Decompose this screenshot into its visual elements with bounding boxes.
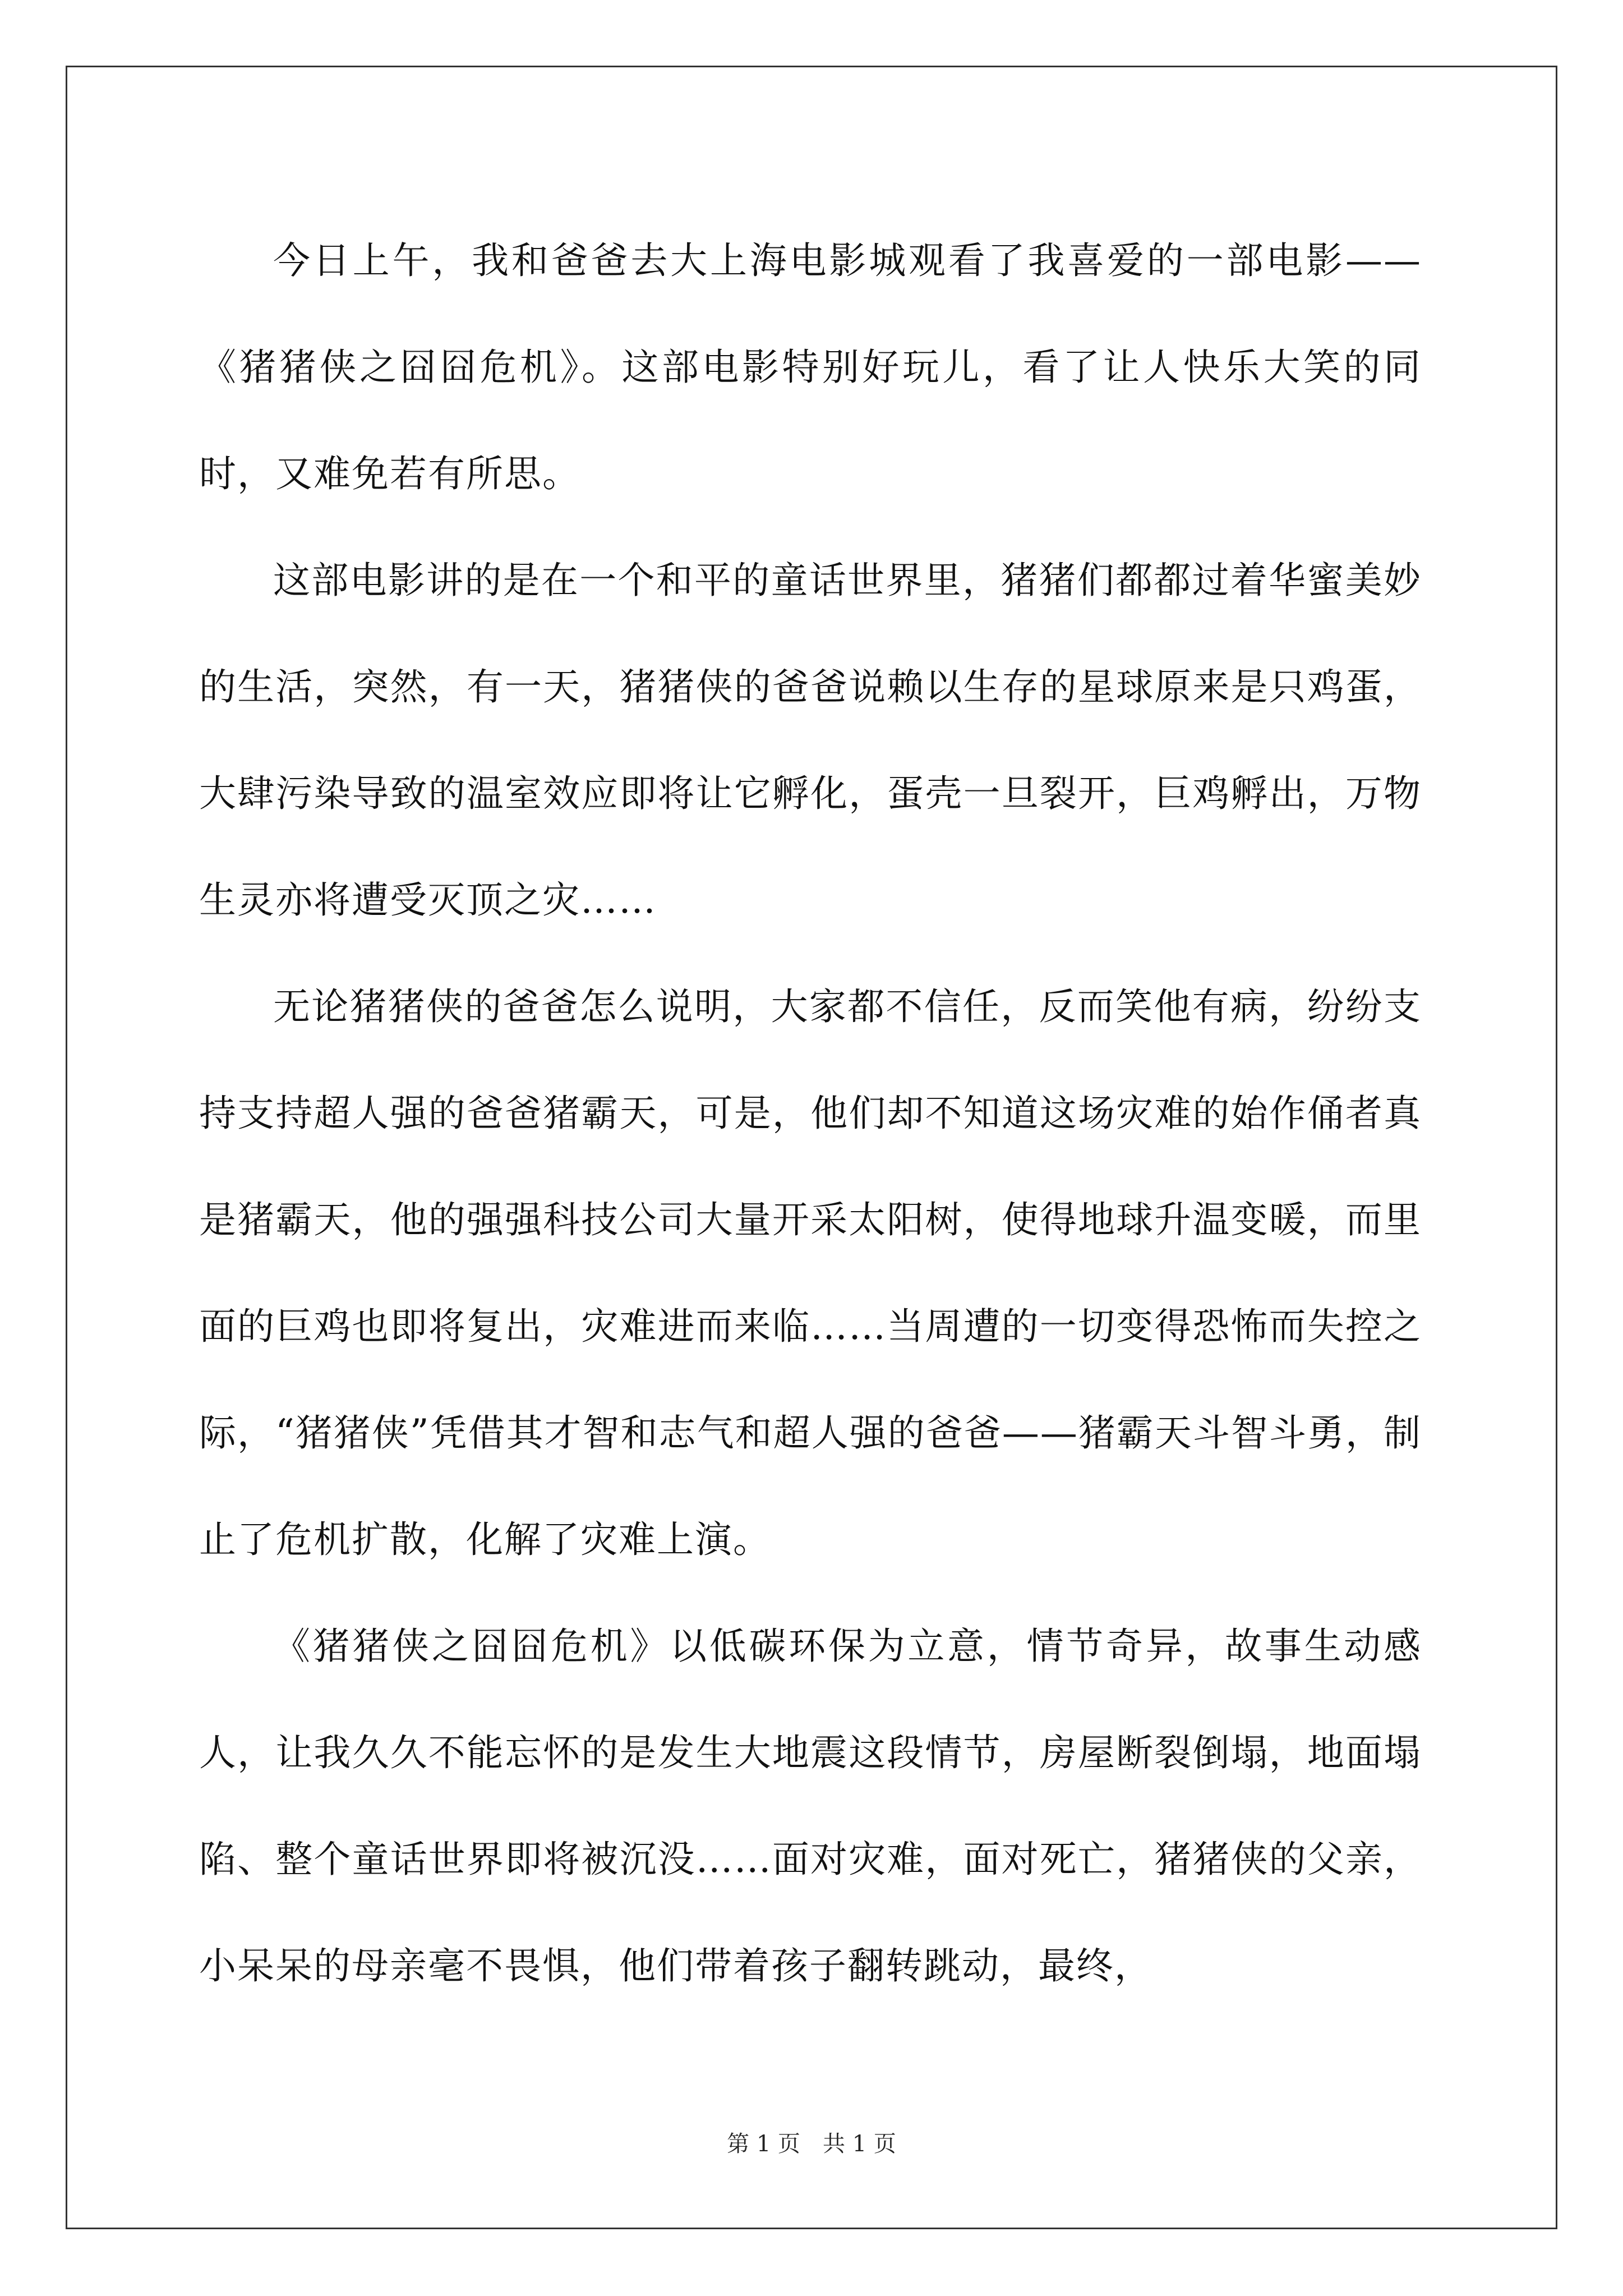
paragraph-3: 无论猪猪侠的爸爸怎么说明，大家都不信任，反而笑他有病，纷纷支持支持超人强的爸爸猪霸天，可是，他们却不知道这场灾难的始作俑者真是猪霸天，他的强强科技公司大量开采太阳树，使得地球升温变暖，而里面的巨鸡也即将复出，灾难进而来临……当周遭的一切变得恐怖而失控之际，“猪猪侠”凭借其才智和志气和超人强的爸爸——猪霸天斗智斗勇，制止了危机扩散，化解了灾难上演。 bbox=[199, 985, 1422, 1561]
document-body bbox=[199, 208, 1422, 2019]
paragraph-4: 《猪猪侠之囧囧危机》以低碳环保为立意，情节奇异，故事生动感人，让我久久不能忘怀的是发生大地震这段情节，房屋断裂倒塌，地面塌陷、整个童话世界即将被沉没……面对灾难，面对死亡，猪猪侠的父亲，小呆呆的母亲毫不畏惧，他们带着孩子翻转跳动，最终， bbox=[199, 1625, 1422, 1987]
paragraph-1: 今日上午，我和爸爸去大上海电影城观看了我喜爱的一部电影——《猪猪侠之囧囧危机》。这部电影特别好玩儿，看了让人快乐大笑的同时，又难免若有所思。 bbox=[199, 239, 1422, 495]
page-number-footer: 第 1 页 共 1 页 bbox=[727, 2131, 896, 2157]
paragraph-2: 这部电影讲的是在一个和平的童话世界里，猪猪们都都过着华蜜美妙的生活，突然，有一天，猪猪侠的爸爸说赖以生存的星球原来是只鸡蛋，大肆污染导致的温室效应即将让它孵化，蛋壳一旦裂开，巨鸡孵出，万物生灵亦将遭受灭顶之灾…… bbox=[199, 559, 1422, 922]
